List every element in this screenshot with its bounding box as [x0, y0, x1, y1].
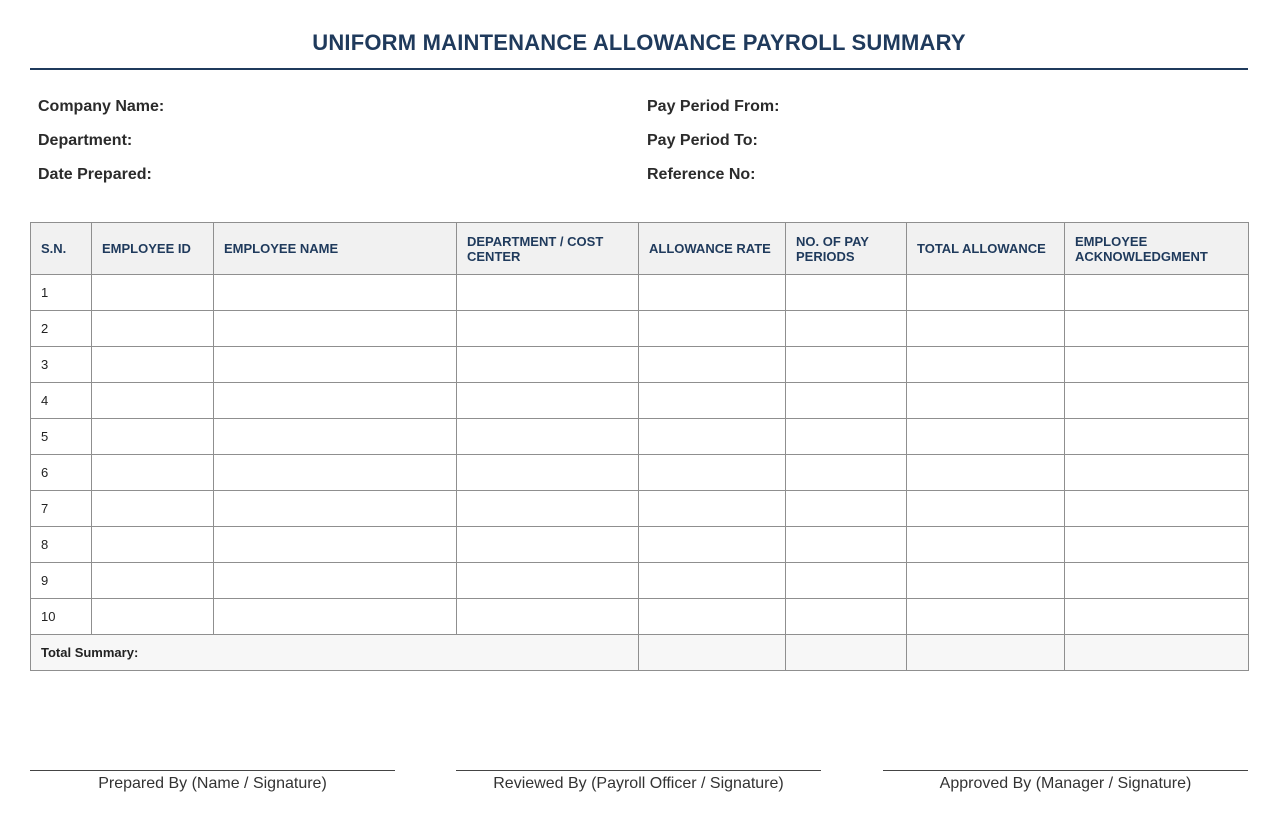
table-row [31, 491, 1249, 527]
cell-sn: 3 [31, 347, 92, 383]
table-row [31, 599, 1249, 635]
cell-employee-name[interactable] [214, 599, 457, 635]
total-summary-row [31, 635, 1249, 671]
cell-allowance-rate[interactable] [639, 311, 786, 347]
table-header-row [31, 223, 1249, 275]
cell-employee-id[interactable] [92, 275, 214, 311]
header-pay-periods: NO. OF PAY PERIODS [786, 223, 907, 275]
table-row [31, 383, 1249, 419]
cell-pay-periods[interactable] [786, 563, 907, 599]
cell-pay-periods[interactable] [786, 419, 907, 455]
cell-pay-periods[interactable] [786, 311, 907, 347]
table-row [31, 563, 1249, 599]
reviewed-by-label: Reviewed By (Payroll Officer / Signature) [493, 775, 784, 792]
header-employee-name: EMPLOYEE NAME [214, 223, 457, 275]
cell-department[interactable] [457, 563, 639, 599]
approved-by-signature [883, 770, 1248, 793]
cell-acknowledgment[interactable] [1065, 275, 1249, 311]
cell-sn: 6 [31, 455, 92, 491]
date-prepared-label: Date Prepared: [38, 166, 152, 183]
cell-pay-periods[interactable] [786, 527, 907, 563]
cell-employee-id[interactable] [92, 491, 214, 527]
cell-pay-periods[interactable] [786, 455, 907, 491]
cell-employee-name[interactable] [214, 275, 457, 311]
cell-acknowledgment[interactable] [1065, 455, 1249, 491]
cell-employee-id[interactable] [92, 347, 214, 383]
cell-employee-id[interactable] [92, 455, 214, 491]
cell-pay-periods[interactable] [786, 599, 907, 635]
cell-total-allowance[interactable] [907, 635, 1065, 671]
cell-employee-id[interactable] [92, 383, 214, 419]
cell-department[interactable] [457, 491, 639, 527]
cell-department[interactable] [457, 455, 639, 491]
cell-employee-id[interactable] [92, 599, 214, 635]
cell-acknowledgment[interactable] [1065, 383, 1249, 419]
cell-pay-periods[interactable] [786, 347, 907, 383]
table-row [31, 455, 1249, 491]
header-employee-id: EMPLOYEE ID [92, 223, 214, 275]
cell-total-allowance[interactable] [907, 311, 1065, 347]
cell-total-acknowledgment[interactable] [1065, 635, 1249, 671]
cell-employee-name[interactable] [214, 347, 457, 383]
cell-allowance-rate[interactable] [639, 455, 786, 491]
table-row [31, 527, 1249, 563]
cell-acknowledgment[interactable] [1065, 491, 1249, 527]
department-label: Department: [38, 132, 133, 149]
cell-acknowledgment[interactable] [1065, 563, 1249, 599]
cell-sn: 4 [31, 383, 92, 419]
cell-sn: 9 [31, 563, 92, 599]
table-row [31, 419, 1249, 455]
cell-pay-periods[interactable] [786, 491, 907, 527]
cell-employee-name[interactable] [214, 491, 457, 527]
cell-sn: 8 [31, 527, 92, 563]
header-employee-acknowledgment: EMPLOYEE ACKNOWLEDGMENT [1065, 223, 1249, 275]
cell-department[interactable] [457, 275, 639, 311]
cell-total-pay-periods[interactable] [786, 635, 907, 671]
cell-acknowledgment[interactable] [1065, 311, 1249, 347]
header-allowance-rate: ALLOWANCE RATE [639, 223, 786, 275]
header-sn: S.N. [31, 223, 92, 275]
reviewed-by-signature [456, 770, 821, 793]
cell-sn: 7 [31, 491, 92, 527]
cell-allowance-rate[interactable] [639, 383, 786, 419]
table-row [31, 311, 1249, 347]
header-department-cost-center: DEPARTMENT / COST CENTER [457, 223, 639, 275]
cell-employee-id[interactable] [92, 527, 214, 563]
page-title: UNIFORM MAINTENANCE ALLOWANCE PAYROLL SUMMARY [312, 30, 966, 55]
prepared-by-signature [30, 770, 395, 793]
cell-employee-name[interactable] [214, 563, 457, 599]
cell-acknowledgment[interactable] [1065, 347, 1249, 383]
title-divider [30, 68, 1248, 70]
cell-department[interactable] [457, 527, 639, 563]
cell-employee-name[interactable] [214, 419, 457, 455]
cell-total-allowance[interactable] [907, 527, 1065, 563]
cell-allowance-rate[interactable] [639, 347, 786, 383]
cell-department[interactable] [457, 347, 639, 383]
cell-department[interactable] [457, 383, 639, 419]
total-summary-label: Total Summary: [31, 635, 639, 671]
cell-allowance-rate[interactable] [639, 563, 786, 599]
allowance-table [30, 222, 1249, 671]
table-row [31, 347, 1249, 383]
cell-pay-periods[interactable] [786, 383, 907, 419]
cell-department[interactable] [457, 311, 639, 347]
cell-total-allowance[interactable] [907, 599, 1065, 635]
cell-total-allowance[interactable] [907, 419, 1065, 455]
cell-acknowledgment[interactable] [1065, 527, 1249, 563]
cell-sn: 10 [31, 599, 92, 635]
signature-line [456, 770, 821, 771]
cell-total-allowance[interactable] [907, 455, 1065, 491]
cell-department[interactable] [457, 419, 639, 455]
cell-employee-name[interactable] [214, 383, 457, 419]
cell-employee-id[interactable] [92, 419, 214, 455]
cell-acknowledgment[interactable] [1065, 599, 1249, 635]
table-row [31, 275, 1249, 311]
cell-employee-name[interactable] [214, 311, 457, 347]
cell-allowance-rate[interactable] [639, 491, 786, 527]
signature-line [883, 770, 1248, 771]
company-name-label: Company Name: [38, 98, 165, 115]
cell-employee-id[interactable] [92, 563, 214, 599]
cell-employee-name[interactable] [214, 527, 457, 563]
cell-department[interactable] [457, 599, 639, 635]
pay-period-to-label: Pay Period To: [647, 132, 758, 149]
cell-allowance-rate[interactable] [639, 275, 786, 311]
prepared-by-label: Prepared By (Name / Signature) [98, 775, 327, 792]
cell-allowance-rate[interactable] [639, 527, 786, 563]
header-total-allowance: TOTAL ALLOWANCE [907, 223, 1065, 275]
cell-total-allowance[interactable] [907, 275, 1065, 311]
cell-total-allowance[interactable] [907, 563, 1065, 599]
cell-acknowledgment[interactable] [1065, 419, 1249, 455]
cell-sn: 1 [31, 275, 92, 311]
cell-total-allowance[interactable] [907, 383, 1065, 419]
cell-total-allowance[interactable] [907, 347, 1065, 383]
cell-allowance-rate[interactable] [639, 599, 786, 635]
approved-by-label: Approved By (Manager / Signature) [939, 775, 1192, 792]
cell-employee-name[interactable] [214, 455, 457, 491]
cell-total-allowance-rate[interactable] [639, 635, 786, 671]
cell-pay-periods[interactable] [786, 275, 907, 311]
cell-employee-id[interactable] [92, 311, 214, 347]
reference-no-label: Reference No: [647, 166, 756, 183]
pay-period-from-label: Pay Period From: [647, 98, 780, 115]
cell-total-allowance[interactable] [907, 491, 1065, 527]
cell-sn: 2 [31, 311, 92, 347]
cell-allowance-rate[interactable] [639, 419, 786, 455]
signature-line [30, 770, 395, 771]
cell-sn: 5 [31, 419, 92, 455]
